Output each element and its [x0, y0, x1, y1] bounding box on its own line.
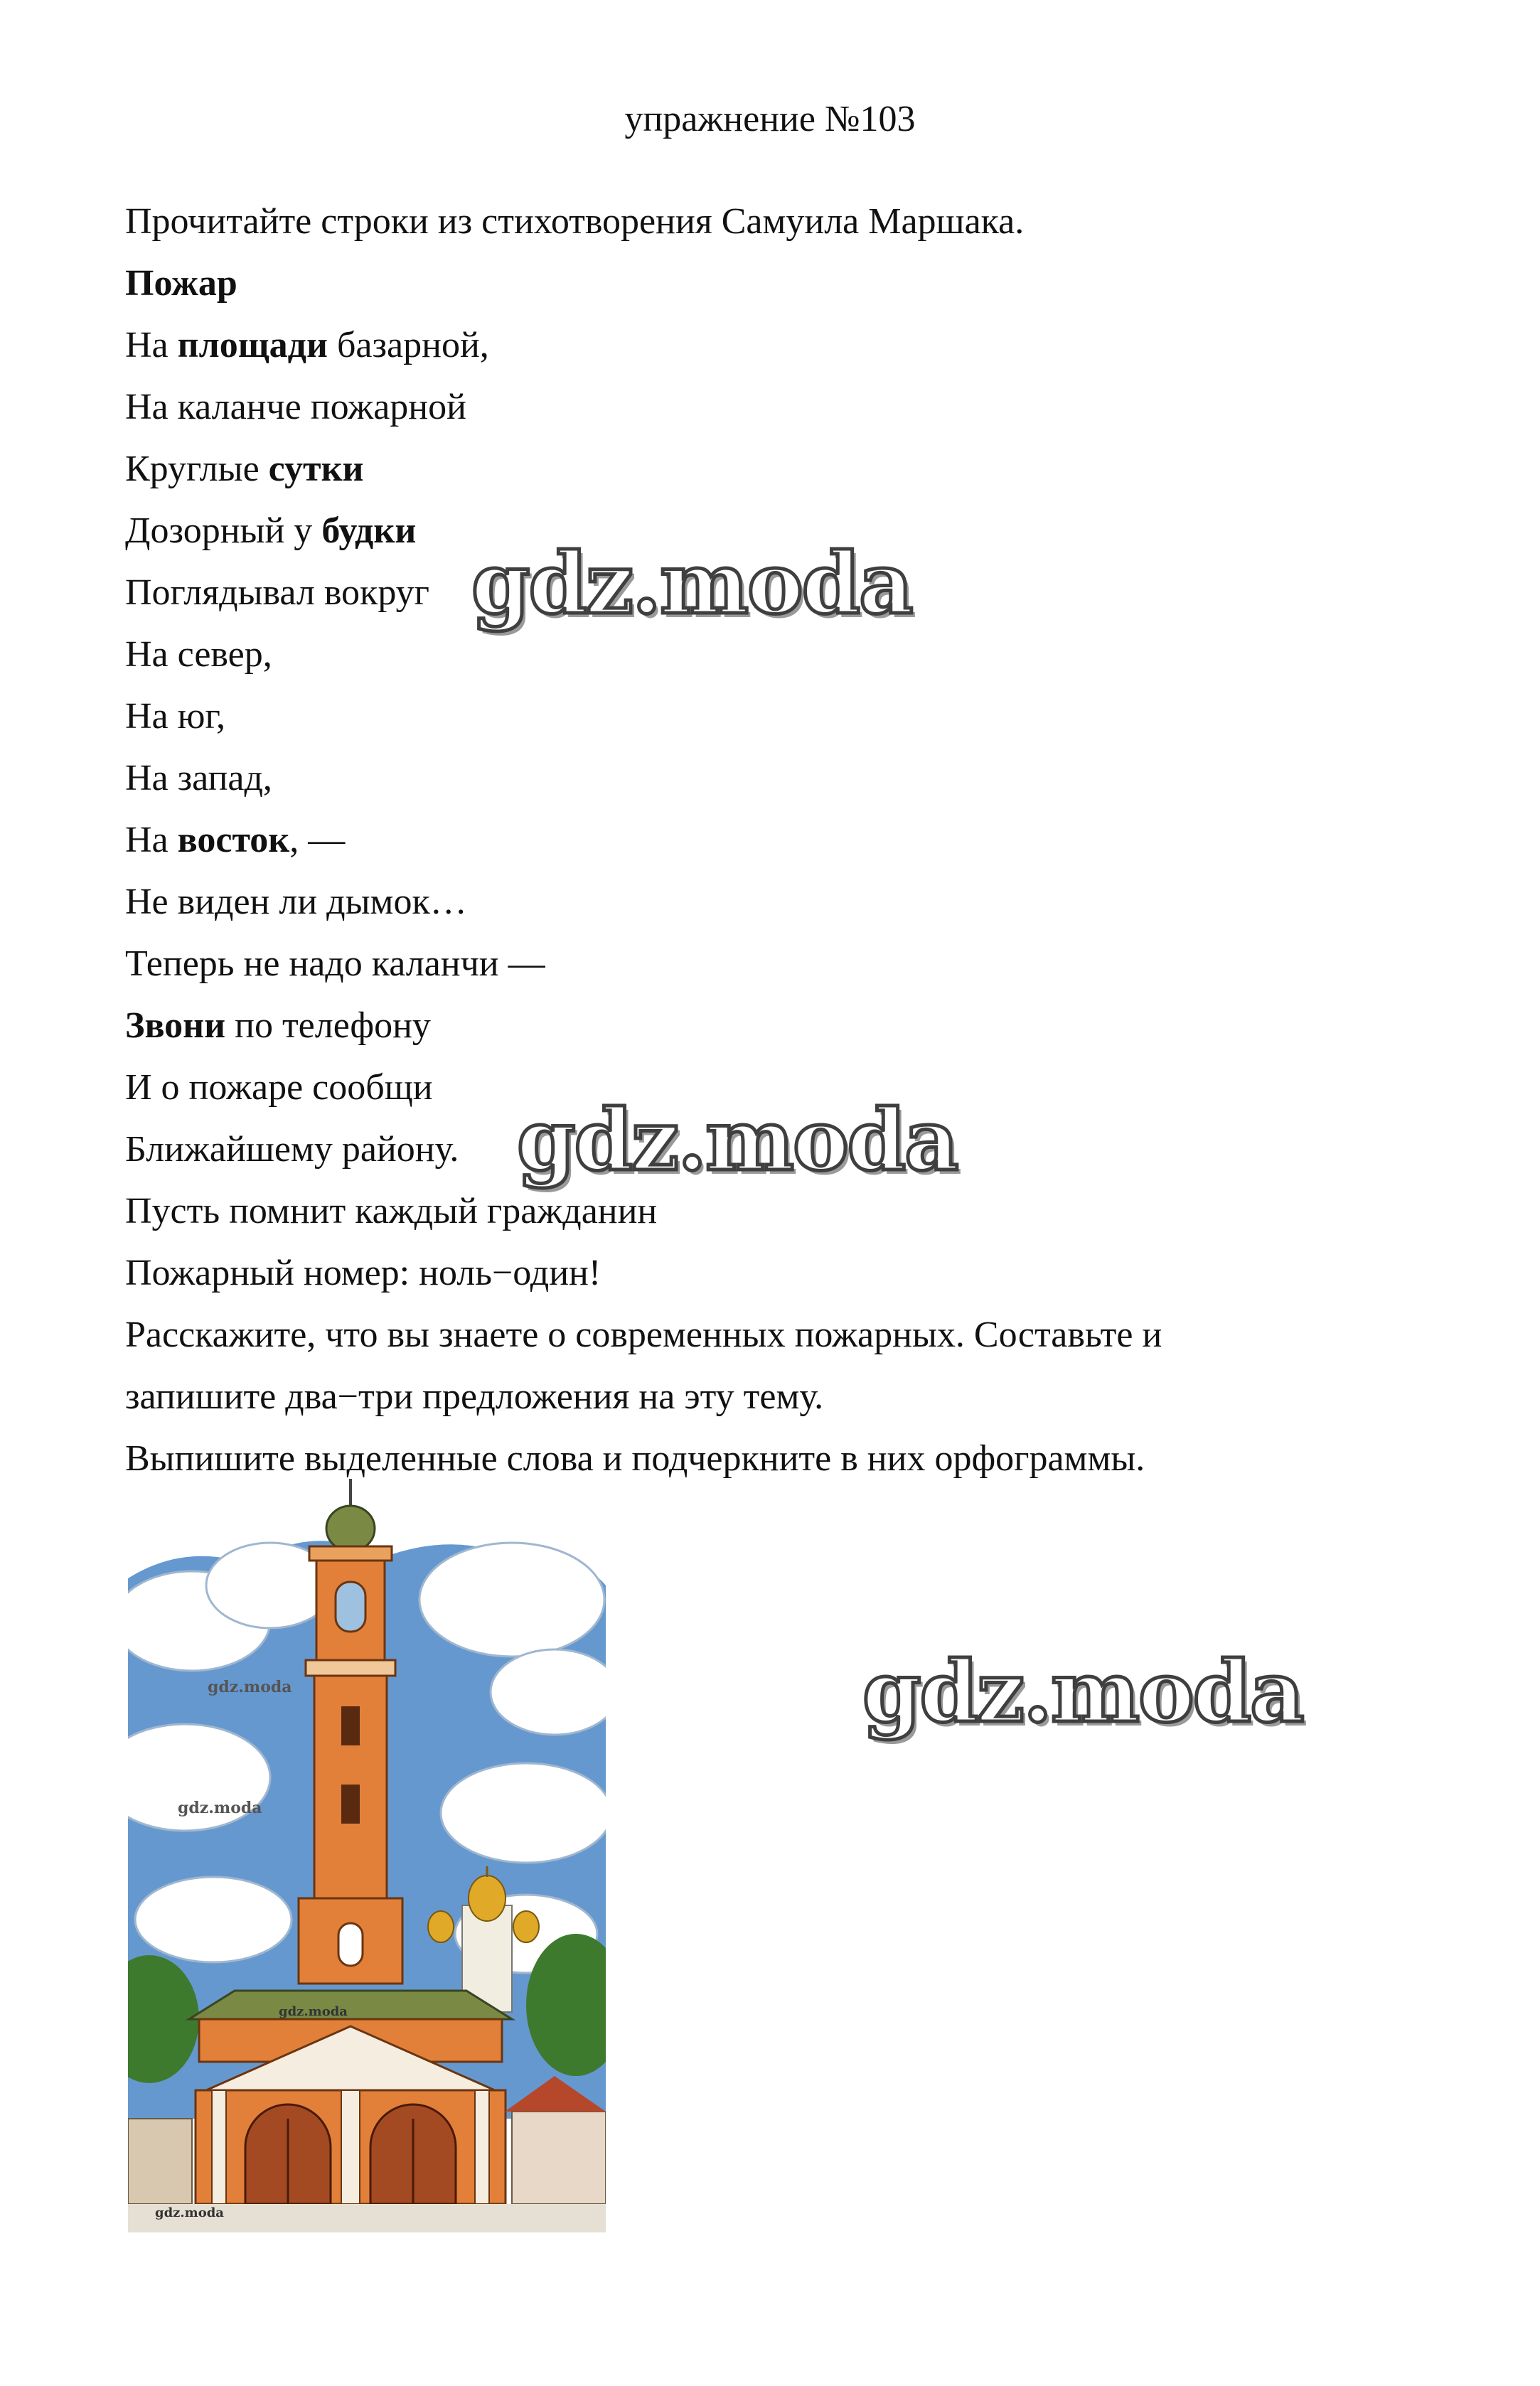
text-segment: На запад, — [125, 758, 272, 798]
text-segment: Выпишите выделенные слова и подчеркните в них орфограммы. — [125, 1438, 1145, 1479]
roof — [189, 1991, 512, 2019]
text-segment: по телефону — [225, 1005, 431, 1046]
text-segment: , — — [289, 820, 346, 860]
watermark: gdz.moda — [862, 1642, 1303, 1741]
fire-tower-illustration — [128, 1479, 606, 2232]
text-segment: Поглядывал вокруг — [125, 572, 429, 613]
text-line — [125, 252, 1476, 314]
text-segment: Пожарный номер: ноль−один! — [125, 1253, 601, 1293]
exercise-title: упражнение №103 — [624, 99, 916, 139]
bold-word: восток — [177, 820, 290, 860]
text-line — [125, 191, 1476, 252]
bold-word: будки — [321, 510, 417, 551]
bold-word: Пожар — [125, 263, 237, 304]
text-line — [125, 376, 1476, 438]
bold-word: сутки — [268, 449, 364, 489]
illustration-watermark: gdz.moda — [155, 2205, 224, 2220]
illustration-watermark: gdz.moda — [208, 1678, 292, 1696]
text-line — [125, 685, 1476, 747]
text-line — [125, 1366, 1476, 1428]
text-segment: Ближайшему району. — [125, 1129, 459, 1170]
watermark: gdz.moda — [471, 534, 912, 633]
text-segment: На юг, — [125, 696, 225, 737]
text-segment: Не виден ли дымок… — [125, 882, 467, 922]
text-segment: На — [125, 820, 178, 860]
illustration-watermark: gdz.moda — [178, 1799, 262, 1817]
text-segment: Пусть помнит каждый гражданин — [125, 1191, 658, 1231]
fire-station-building — [196, 2019, 506, 2204]
text-line — [125, 1242, 1476, 1304]
text-line — [125, 1304, 1476, 1366]
illustration-watermark: gdz.moda — [279, 2004, 348, 2019]
watermark: gdz.moda — [517, 1091, 958, 1189]
text-segment: На — [125, 325, 178, 365]
text-segment: Расскажите, что вы знаете о современных пожарных. Составьте и — [125, 1315, 1162, 1355]
text-line — [125, 933, 1476, 995]
text-line — [125, 747, 1476, 809]
text-segment: И о пожаре сообщи — [125, 1067, 433, 1108]
text-line — [125, 1180, 1476, 1242]
bold-word: Звони — [125, 1005, 226, 1046]
text-segment: Теперь не надо каланчи — — [125, 943, 545, 984]
text-segment: базарной, — [327, 325, 489, 365]
text-segment: Дозорный у — [125, 510, 322, 551]
text-line — [125, 995, 1476, 1056]
text-line — [125, 871, 1476, 933]
text-line — [125, 624, 1476, 685]
text-segment: На каланче пожарной — [125, 387, 466, 427]
tower — [299, 1479, 402, 1984]
exercise-text — [125, 191, 1476, 1489]
text-segment: На север, — [125, 634, 272, 675]
text-segment: Прочитайте строки из стихотворения Самуила Маршака. — [125, 201, 1025, 242]
text-segment: запишите два−три предложения на эту тему. — [125, 1376, 824, 1417]
text-line — [125, 809, 1476, 871]
bold-word: площади — [177, 325, 328, 365]
text-segment: Круглые — [125, 449, 269, 489]
text-line — [125, 438, 1476, 500]
text-line — [125, 314, 1476, 376]
